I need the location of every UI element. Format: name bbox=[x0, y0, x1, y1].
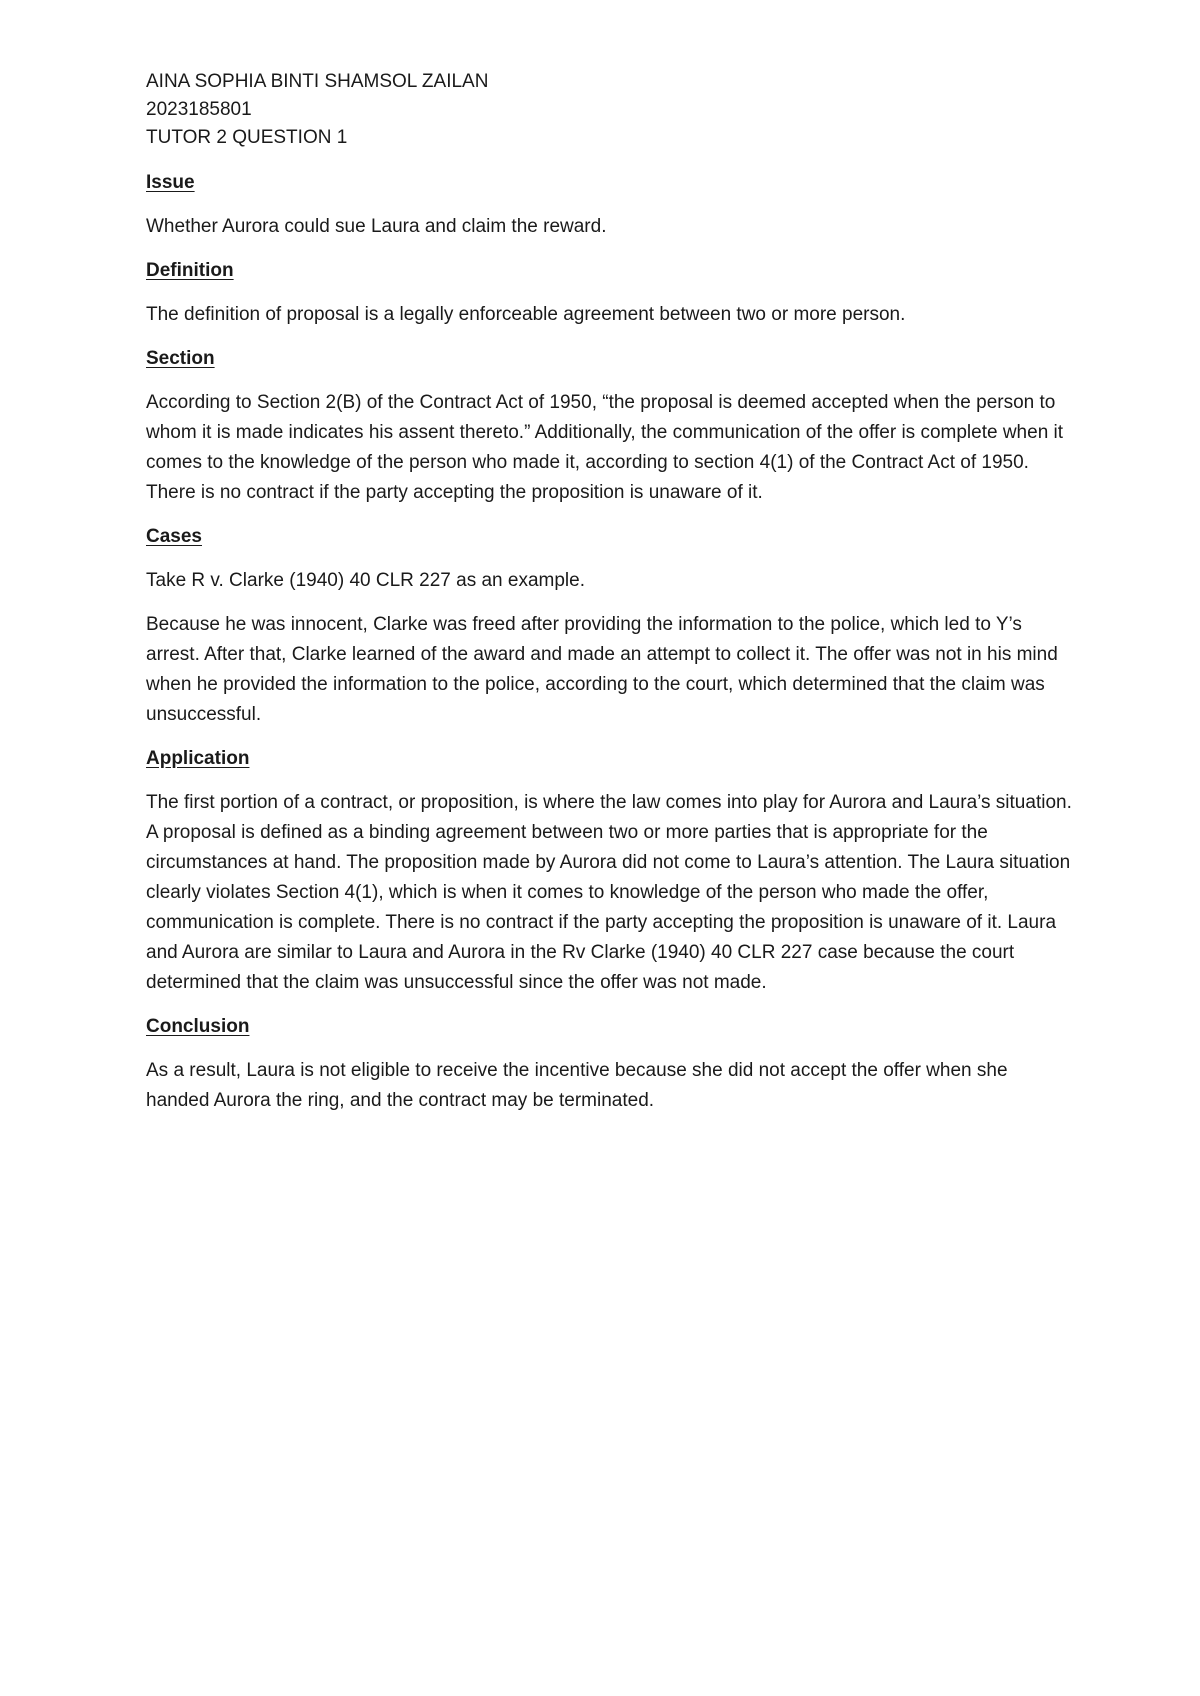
definition-heading: Definition bbox=[146, 260, 234, 281]
document-page bbox=[146, 68, 1076, 1116]
issue-section bbox=[146, 168, 1076, 242]
student-id: 2023185801 bbox=[146, 99, 252, 120]
cases-heading: Cases bbox=[146, 526, 202, 547]
cases-paragraph-2: Because he was innocent, Clarke was freed after providing the information to the police, which led to Y’s arrest. After that, Clarke learned of the award and made an attempt to collect it. The offer was not in his mind when he provided the information to the police, according to the court, which determined that the claim was unsuccessful. bbox=[146, 614, 1058, 725]
application-heading: Application bbox=[146, 748, 250, 769]
conclusion-heading: Conclusion bbox=[146, 1016, 250, 1037]
assignment-title: TUTOR 2 QUESTION 1 bbox=[146, 127, 348, 148]
section-section bbox=[146, 344, 1076, 508]
application-paragraph: The first portion of a contract, or proposition, is where the law comes into play for Aurora and Laura’s situation. A proposal is defined as a binding agreement between two or more parties that is appropriate for the circumstances at hand. The proposition made by Aurora did not come to Laura’s attention. The Laura situation clearly violates Section 4(1), which is when it comes to knowledge of the person who made the offer, communication is complete. There is no contract if the party accepting the proposition is unaware of it. Laura and Aurora are similar to Laura and Aurora in the Rv Clarke (1940) 40 CLR 227 case because the court determined that the claim was unsuccessful since the offer was not made. bbox=[146, 792, 1072, 993]
section-paragraph: According to Section 2(B) of the Contract Act of 1950, “the proposal is deemed accepted when the person to whom it is made indicates his assent thereto.” Additionally, the communication of the offer is complete when it comes to the knowledge of the person who made it, according to section 4(1) of the Contract Act of 1950. There is no contract if the party accepting the proposition is unaware of it. bbox=[146, 392, 1064, 503]
issue-heading: Issue bbox=[146, 172, 195, 193]
document-header bbox=[146, 68, 1076, 152]
application-section bbox=[146, 744, 1076, 998]
conclusion-section bbox=[146, 1012, 1076, 1116]
definition-section bbox=[146, 256, 1076, 330]
cases-section bbox=[146, 522, 1076, 730]
conclusion-paragraph: As a result, Laura is not eligible to receive the incentive because she did not accept the offer when she handed Aurora the ring, and the contract may be terminated. bbox=[146, 1060, 1008, 1111]
cases-paragraph-1: Take R v. Clarke (1940) 40 CLR 227 as an example. bbox=[146, 570, 585, 591]
definition-paragraph: The definition of proposal is a legally enforceable agreement between two or more person. bbox=[146, 304, 906, 325]
section-heading: Section bbox=[146, 348, 215, 369]
issue-paragraph: Whether Aurora could sue Laura and claim the reward. bbox=[146, 216, 607, 237]
student-name: AINA SOPHIA BINTI SHAMSOL ZAILAN bbox=[146, 71, 489, 92]
